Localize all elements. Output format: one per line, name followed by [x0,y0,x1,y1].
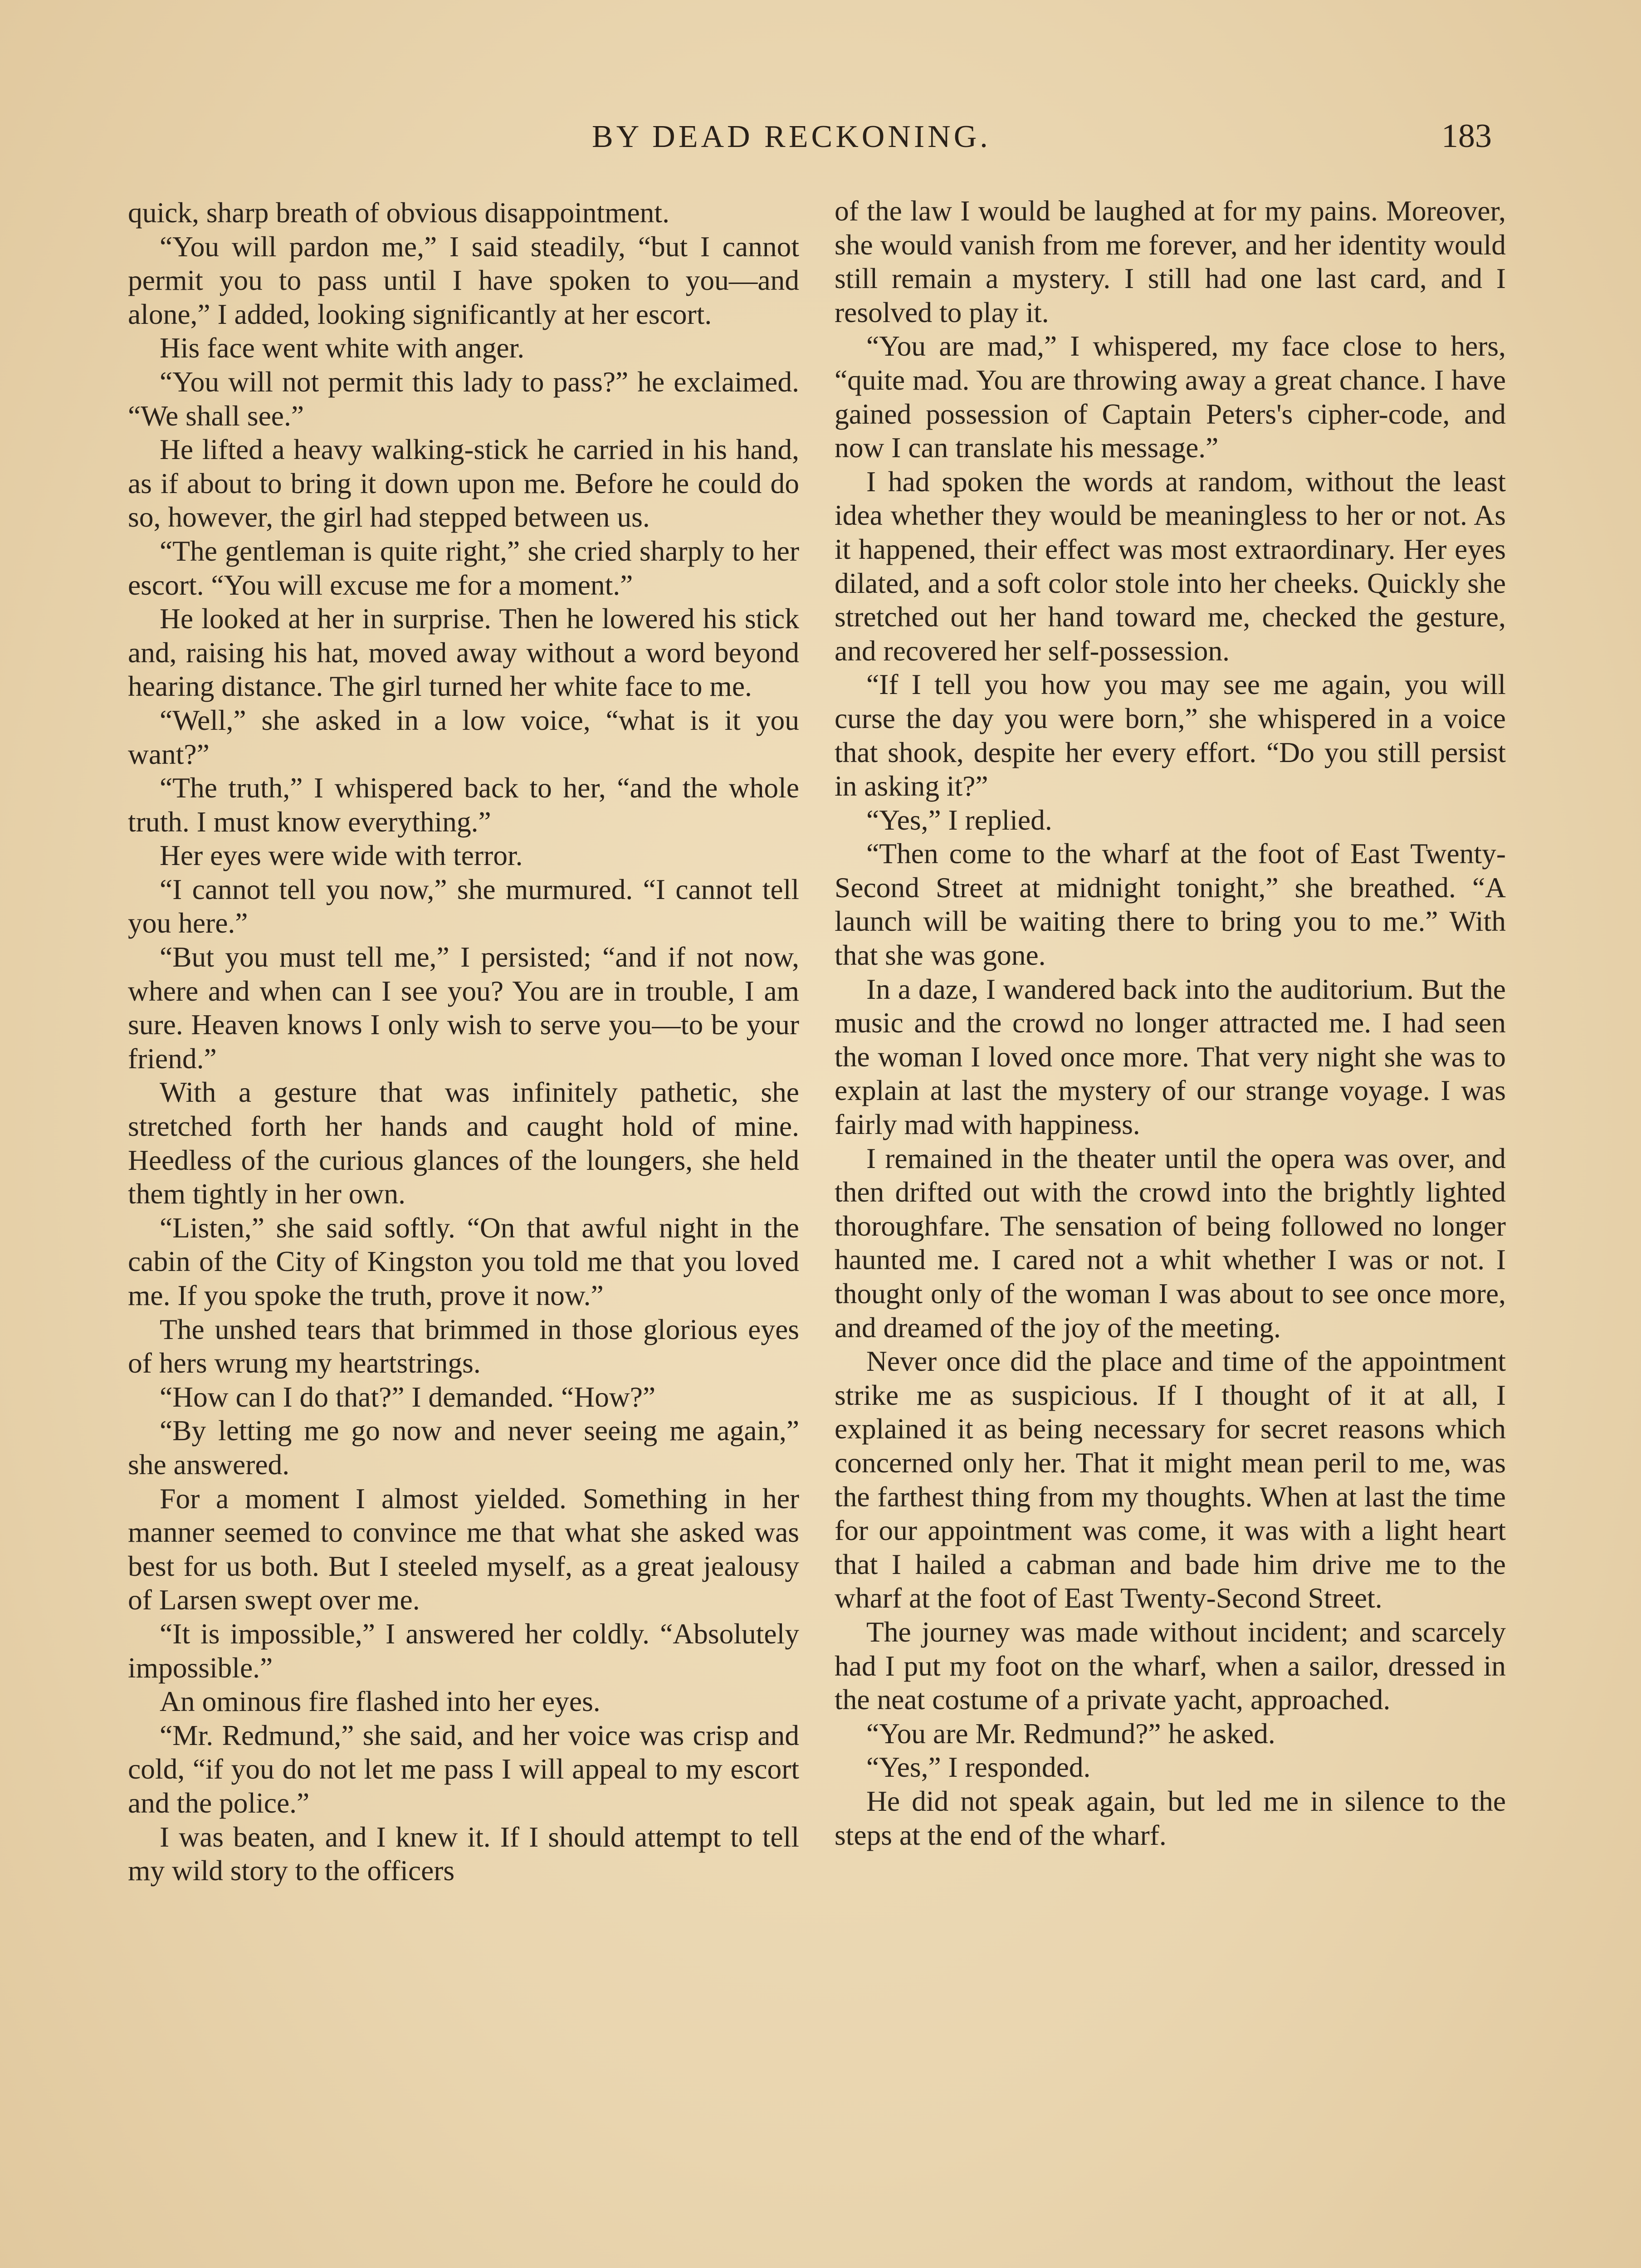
paragraph: “You will not permit this lady to pass?” he exclaimed. “We shall see.” [128,365,799,432]
paragraph: “Well,” she asked in a low voice, “what is it you want?” [128,704,799,770]
paragraph: The unshed tears that brimmed in those glorious eyes of hers wrung my heartstrings. [128,1313,799,1379]
paragraph: “The gentleman is quite right,” she cried sharply to her escort. “You will excuse me for a moment.” [128,534,799,601]
paragraph: “The truth,” I whispered back to her, “and the whole truth. I must know everything.” [128,772,799,838]
running-title: BY DEAD RECKONING. [592,119,991,154]
paragraph: “If I tell you how you may see me again, you will curse the day you were born,” she whispered in a voice that shook, despite her every effort. “Do you still persist in asking it?” [835,668,1506,802]
paragraph: Her eyes were wide with terror. [160,839,523,872]
paragraph: He lifted a heavy walking-stick he carried in his hand, as if about to bring it down upon me. Before he could do so, however, the girl had stepped between us. [128,433,799,533]
paragraph: I was beaten, and I knew it. If I should attempt to tell my wild story to the officers [128,1820,799,1887]
paragraph: Never once did the place and time of the appointment strike me as suspicious. If I thought of it at all, I explained it as being necessary for secret reasons which concerned only her. That it might mean peril to me, was the farthest thing from my thoughts. When at last the time for our appointment was come, it was with a light heart that I hailed a cabman and bade him drive me to the wharf at the foot of East Twenty-Second Street. [835,1345,1506,1614]
paragraph: of the law I would be laughed at for my pains. Moreover, she would vanish from me forever, and her identity would still remain a mystery. I still had one last card, and I resolved to play it. [835,195,1506,328]
paragraph: In a daze, I wandered back into the auditorium. But the music and the crowd no longer attracted me. I had seen the woman I loved once more. That very night she was to explain at last the mystery of our strange voyage. I was fairly mad with happiness. [835,973,1506,1141]
paragraph: He did not speak again, but led me in silence to the steps at the end of the wharf. [835,1784,1506,1851]
paragraph: With a gesture that was infinitely pathetic, she stretched forth her hands and caught hold of mine. Heedless of the curious glances of the loungers, she held them tightly in her own. [128,1076,799,1210]
paragraph: “You are mad,” I whispered, my face close to hers, “quite mad. You are throwing away a great chance. I have gained possession of Captain Peters's cipher-code, and now I can translate his message.” [835,330,1506,464]
paragraph: “Yes,” I responded. [866,1751,1091,1784]
left-column [128,196,799,2268]
paragraph: quick, sharp breath of obvious disappointment. [128,196,669,229]
paragraph: “Yes,” I replied. [866,803,1052,836]
paragraph: His face went white with anger. [160,332,525,364]
paragraph: “Then come to the wharf at the foot of East Twenty-Second Street at midnight tonight,” she breathed. “A launch will be waiting there to bring you to me.” With that she was gone. [835,837,1506,972]
paragraph: “It is impossible,” I answered her coldly. “Absolutely impossible.” [128,1617,799,1684]
paragraph: “But you must tell me,” I persisted; “and if not now, where and when can I see you? You are in trouble, I am sure. Heaven knows I only wish to serve you—to be your friend.” [128,941,799,1075]
paragraph: An ominous fire flashed into her eyes. [160,1685,601,1718]
paragraph: I remained in the theater until the opera was over, and then drifted out with the crowd into the brightly lighted thoroughfare. The sensation of being followed no longer haunted me. I cared not a whit whether I was or not. I thought only of the woman I was about to see once more, and dreamed of the joy of the meeting. [835,1142,1506,1344]
paragraph: “I cannot tell you now,” she murmured. “I cannot tell you here.” [128,873,799,939]
paragraph: “By letting me go now and never seeing me again,” she answered. [128,1414,799,1481]
paragraph: He looked at her in surprise. Then he lowered his stick and, raising his hat, moved away without a word beyond hearing distance. The girl turned her white face to me. [128,602,799,703]
paragraph: For a moment I almost yielded. Something in her manner seemed to convince me that what she asked was best for us both. But I steeled myself, as a great jealousy of Larsen swept over me. [128,1482,799,1616]
page-number: 183 [1441,117,1492,155]
paragraph: “You are Mr. Redmund?” he asked. [866,1717,1275,1750]
paragraph: I had spoken the words at random, without the least idea whether they would be meaningless to her or not. As it happened, their effect was most extraordinary. Her eyes dilated, and a soft color stole into her cheeks. Quickly she stretched out her hand toward me, checked the gesture, and recovered her self-possession. [835,465,1506,667]
paragraph: “You will pardon me,” I said steadily, “but I cannot permit you to pass until I have spoken to you—and alone,” I added, looking significantly at her escort. [128,230,799,330]
paragraph: The journey was made without incident; and scarcely had I put my foot on the wharf, when a sailor, dressed in the neat costume of a private yacht, approached. [835,1615,1506,1716]
right-column [835,194,1506,2268]
paragraph: “How can I do that?” I demanded. “How?” [160,1380,656,1413]
paragraph: “Mr. Redmund,” she said, and her voice was crisp and cold, “if you do not let me pass I will appeal to my escort and the police.” [128,1719,799,1819]
paragraph: “Listen,” she said softly. “On that awful night in the cabin of the City of Kingston you told me that you loved me. If you spoke the truth, prove it now.” [128,1211,799,1311]
